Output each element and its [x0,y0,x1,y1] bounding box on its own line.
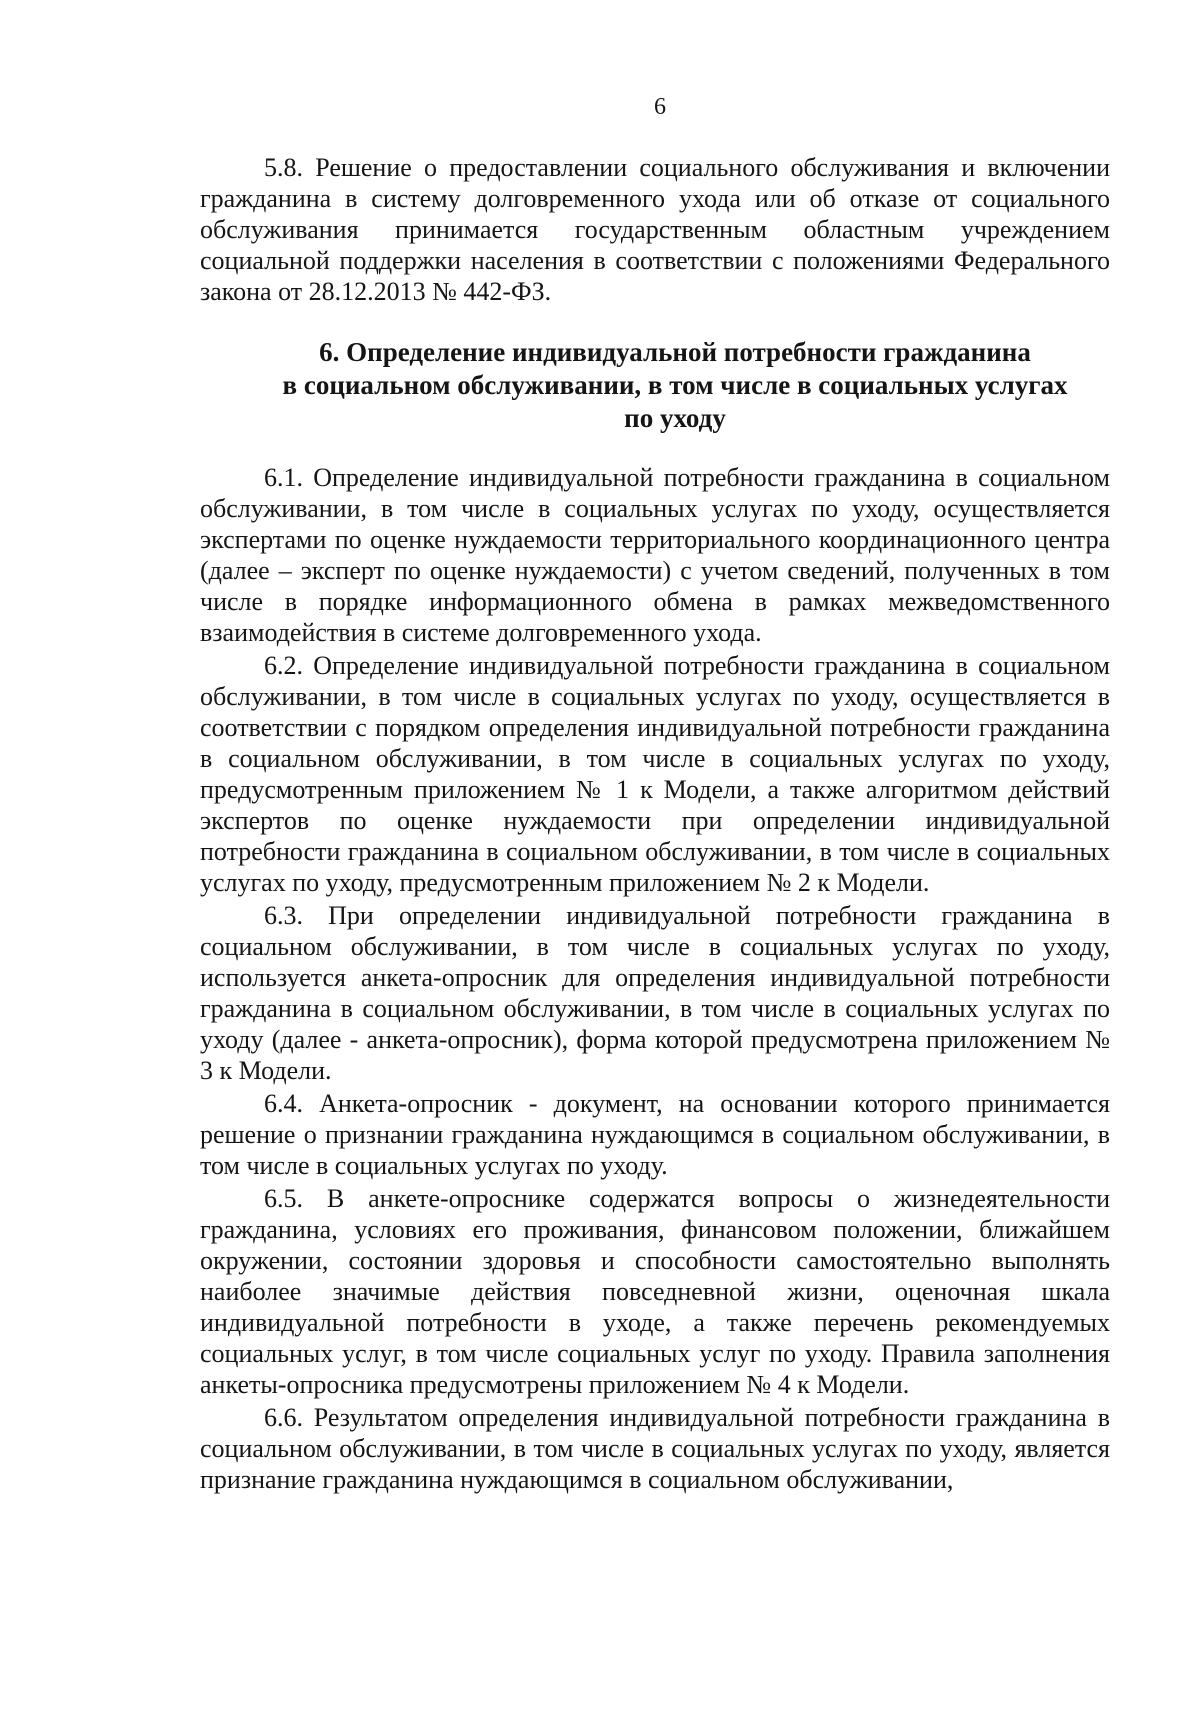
paragraph-6-3: 6.3. При определении индивидуальной потребности гражданина в социальном обслуживании, в том числе в социальных услугах по уходу, используется анкета-опросник для определения индивидуальной потребности гражданина в социальном обслуживании, в том числе в социальных услугах по уходу (далее - анкета-опросник), форма которой предусмотрена приложением № 3 к Модели. [200,901,1110,1085]
paragraph-6-4: 6.4. Анкета-опросник - документ, на основании которого принимается решение о признании гражданина нуждающимся в социальном обслуживании, в том числе в социальных услугах по уходу. [200,1089,1110,1180]
section-6-heading [250,336,1100,435]
heading-line-2: в социальном обслуживании, в том числе в социальных услугах [282,370,1068,400]
page-number: 6 [654,94,666,120]
section-6-text [200,462,1110,1495]
paragraph-6-1: 6.1. Определение индивидуальной потребности гражданина в социальном обслуживании, в том числе в социальных услугах по уходу, осуществляется экспертами по оценке нуждаемости территориального координационного центра (далее – эксперт по оценке нуждаемости) с учетом сведений, полученных в том числе в порядке информационного обмена в рамках межведомственного взаимодействия в системе долговременного ухода. [200,463,1110,647]
section-5-text [200,152,1110,307]
heading-line-1: 6. Определение индивидуальной потребности гражданина [319,337,1031,367]
paragraph-6-5: 6.5. В анкете-опроснике содержатся вопросы о жизнедеятельности гражданина, условиях его проживания, финансовом положении, ближайшем окружении, состоянии здоровья и способности самостоятельно выполнять наиболее значимые действия повседневной жизни, оценочная шкала индивидуальной потребности в уходе, а также перечень рекомендуемых социальных услуг, в том числе социальных услуг по уходу. Правила заполнения анкеты-опросника предусмотрены приложением № 4 к Модели. [200,1184,1110,1399]
heading-line-3: по уходу [624,403,726,433]
paragraph-5-8: 5.8. Решение о предоставлении социального обслуживания и включении гражданина в систему долговременного ухода или об отказе от социального обслуживания принимается государственным областным учреждением социальной поддержки населения в соответствии с положениями Федерального закона от 28.12.2013 № 442-ФЗ. [200,153,1110,306]
paragraph-6-6: 6.6. Результатом определения индивидуальной потребности гражданина в социальном обслуживании, в том числе в социальных услугах по уходу, является признание гражданина нуждающимся в социальном обслуживании, [200,1403,1110,1494]
paragraph-6-2: 6.2. Определение индивидуальной потребности гражданина в социальном обслуживании, в том числе в социальных услугах по уходу, осуществляется в соответствии с порядком определения индивидуальной потребности гражданина в социальном обслуживании, в том числе в социальных услугах по уходу, предусмотренным приложением № 1 к Модели, а также алгоритмом действий экспертов по оценке нуждаемости при определении индивидуальной потребности гражданина в социальном обслуживании, в том числе в социальных услугах по уходу, предусмотренным приложением № 2 к Модели. [200,651,1110,897]
